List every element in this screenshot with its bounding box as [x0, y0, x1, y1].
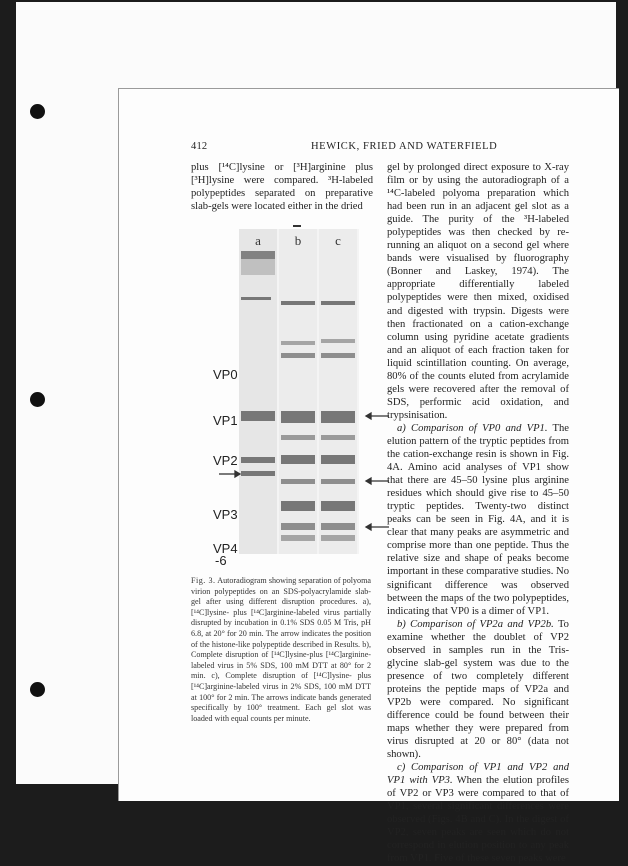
lane-label-b: b — [294, 233, 302, 248]
band — [241, 471, 275, 476]
right-column — [387, 161, 569, 866]
band — [281, 523, 315, 530]
section-a-body: The elution pattern of the tryptic peptides from the cation-exchange resin is shown in Fig. 4A. Amino acid analyses of VP1 show that there are 45–50 lysine plus arginine residues which should give rise to 45–50 tryptic peptides. Twenty-two distinct peaks can be seen in Fig. 4A, and it is clear that many peaks are asymmetric and comprise more than one peptide. Thus the relative size and shape of peaks become important in these comparative studies. No significant difference was observed between the maps of the two polypeptides, indicating that VP0 is a dimer of VP1. — [387, 422, 569, 617]
caption-text: Autoradiogram showing separation of polyoma virion polypeptides on an SDS-polyacrylamide slab-gel after using different disruption procedures. a), [¹⁴C]lysine- plus [¹⁴C]arginine-labeled virus partially disrupted by incubation in 0.1% SDS 0.05 M Tris, pH 6.8, at 20° for 20 min. The arrow indicates the position of the histone-like polypeptide described in Results. b), Complete disruption of [¹⁴C]lysine-plus [¹⁴C]arginine-labeled virus in 5% SDS, 100 mM DTT at 80° for 2 min. c), Complete disruption of [¹⁴C]lysine- plus [¹⁴C]arginine-labeled virus in 2% SDS, 100 mM DTT at 100° for 2 min. The arrows indicate bands generated specifically by 100° treatment. Each gel slot was loaded with equal counts per minute. — [191, 576, 371, 723]
punch-hole — [30, 392, 45, 407]
arrow-head — [366, 478, 371, 484]
band — [281, 301, 315, 305]
band-vp2-c — [321, 455, 355, 464]
arrow-head — [366, 524, 371, 530]
band — [321, 435, 355, 440]
punch-hole — [30, 682, 45, 697]
gel-autoradiogram — [209, 229, 409, 568]
band-labels — [213, 367, 238, 556]
section-c-heading: c) Comparison of VP1 and VP2 and VP1 with VP3. — [387, 762, 569, 787]
band — [321, 479, 355, 484]
band-vp1-c — [321, 411, 355, 423]
band-label-vp1: VP1 — [213, 413, 238, 428]
section-b-heading: b) Comparison of VP2a and VP2b. — [397, 618, 554, 630]
band — [321, 301, 355, 305]
band — [321, 353, 355, 358]
band — [281, 479, 315, 484]
running-title: HEWICK, FRIED AND WATERFIELD — [311, 141, 498, 152]
band — [281, 341, 315, 345]
band — [321, 339, 355, 343]
left-column-text: plus [¹⁴C]lysine or [³H]arginine plus [³H]lysine were compared. ³H-labeled polypeptides separated on preparative slab-gels were located either in the dried — [191, 162, 373, 213]
band — [281, 435, 315, 440]
caption-label: Fig. 3. — [191, 576, 216, 585]
band-vp2-b — [281, 455, 315, 464]
section-c-body: When the elution profiles of VP2 or VP3 were compared to that of VP1, several significant differences were observed (Figs. 4B and C). In the digest of VP2, seven peaks are seen which do not correspond in elution position to any peak from VP1. Five of these seven peaks were — [387, 775, 569, 865]
band — [281, 535, 315, 541]
band-vp1-a — [241, 411, 275, 421]
lane-label-c: c — [335, 233, 341, 248]
left-column — [191, 161, 373, 213]
band-label-vp4: VP4 — [213, 541, 238, 556]
lane-a — [239, 229, 277, 554]
figure-caption — [191, 576, 371, 724]
page-number: 412 — [191, 141, 208, 152]
band — [321, 523, 355, 530]
arrow-head — [366, 413, 371, 419]
band-label-vp3: VP3 — [213, 507, 238, 522]
band-vp2-a — [241, 457, 275, 463]
band-vp3-c — [321, 501, 355, 511]
band — [241, 297, 271, 300]
front-page — [118, 88, 619, 865]
band-label-vp0: VP0 — [213, 367, 238, 382]
punch-hole — [30, 104, 45, 119]
right-column-intro: gel by prolonged direct exposure to X-ray film or by using the autoradiograph of a ¹⁴C-labeled polyoma preparation which had been run in an adjacent gel slot as a guide. The purity of the ³H-labeled polypeptides was then checked by re-running an aliquot on a second gel where bands were visualised by fluorography (Bonner and Laskey, 1974). The appropriate differentially labeled polypeptides were then mixed, oxidised and digested with trypsin. Digests were then fractionated on a cation-exchange column using pyridine acetate gradients and an aliquot of each fraction taken for liquid scintillation counting. On average, 80% of the counts eluted from acrylamide gels were recovered after the removal of SDS, performic acid oxidation, and trypsinisation. — [387, 162, 569, 421]
band — [241, 259, 275, 275]
band — [241, 251, 275, 259]
section-b-body: To examine whether the doublet of VP2 observed in samples run in the Tris-glycine slab-gel system was due to the presence of two completely different proteins the peptide maps of VP2a and VP2b were compared. No significant difference could be found between their maps whether they were prepared from virus disrupted at 20 or 80° (data not shown). — [387, 618, 569, 761]
band-vp1-b — [281, 411, 315, 423]
band-label-vp2: VP2 — [213, 453, 238, 468]
section-a — [387, 422, 569, 618]
section-c — [387, 761, 569, 865]
lane-label-a: a — [255, 233, 261, 248]
band — [281, 353, 315, 358]
band — [321, 535, 355, 541]
section-a-heading: a) Comparison of VP0 and VP1. — [397, 422, 548, 434]
band-label-6: -6 — [215, 553, 227, 568]
section-b — [387, 618, 569, 762]
band-vp3-b — [281, 501, 315, 511]
